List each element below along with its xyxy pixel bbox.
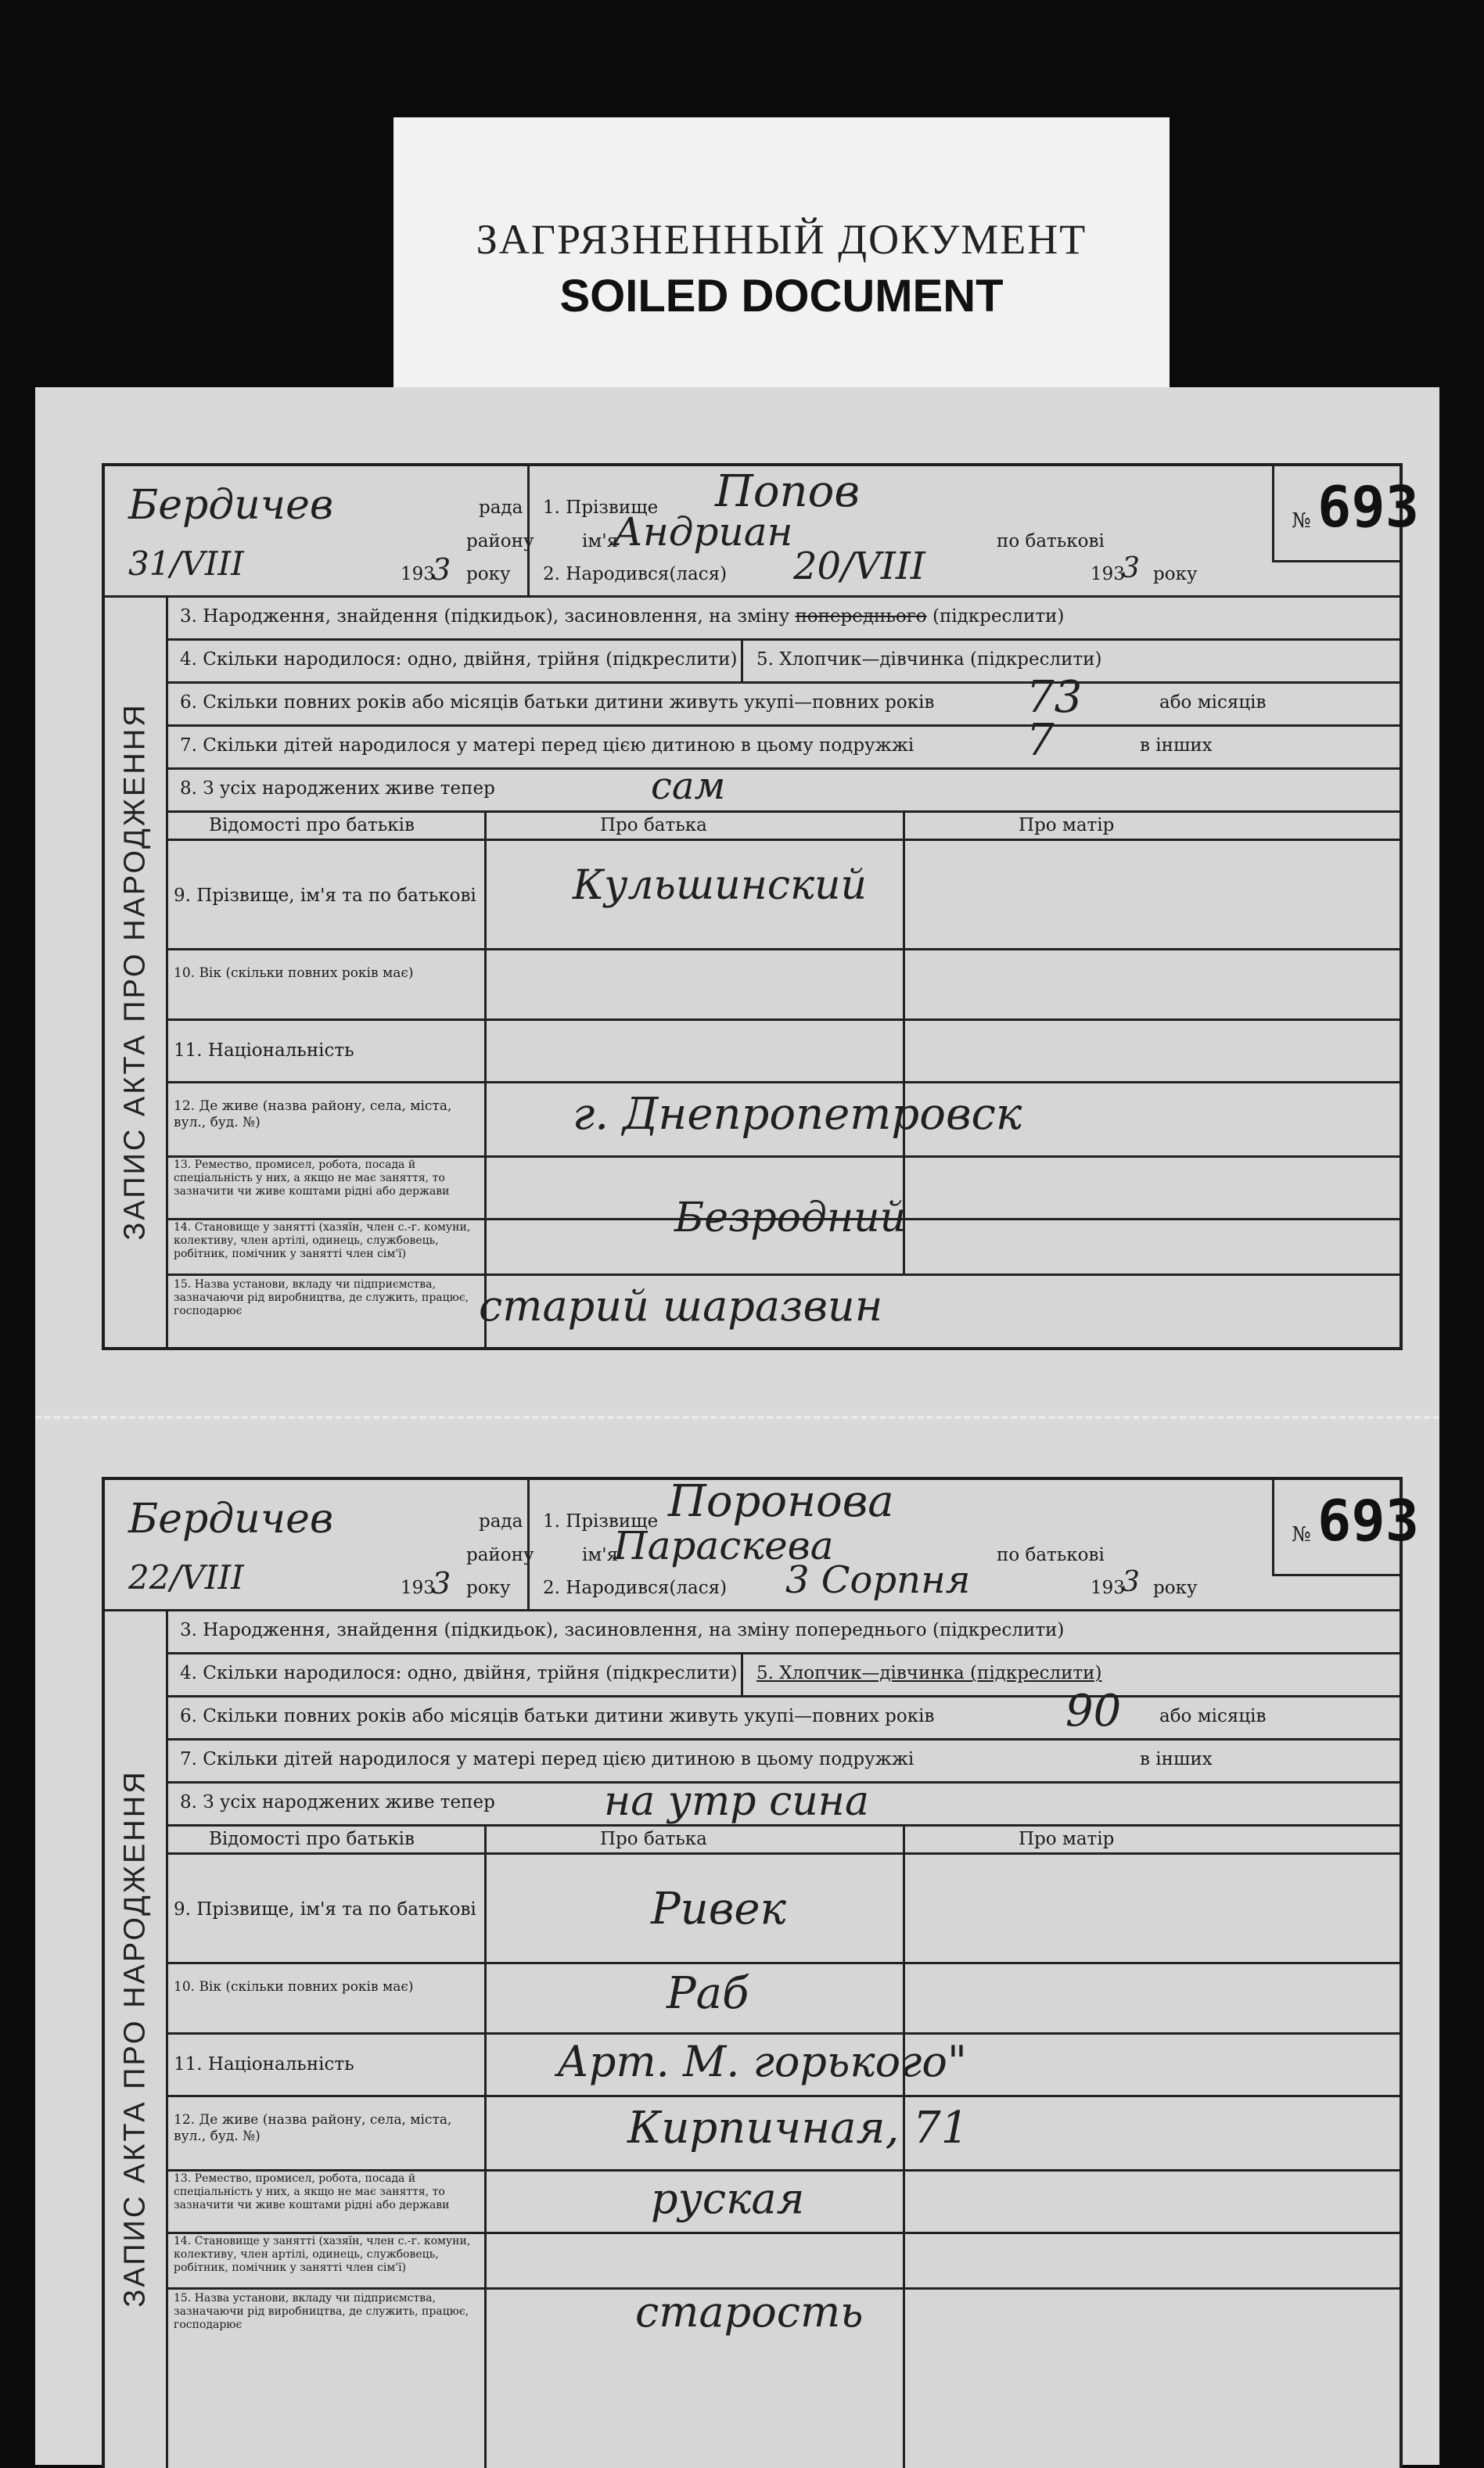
label-english: SOILED DOCUMENT [559, 271, 1004, 322]
field-3-label: 3. Народження, знайдення (підкидьок), засиновлення, на зміну попереднього (підкреслити) [180, 606, 1065, 627]
row-6 [166, 1686, 1400, 1741]
field-15-label: 15. Назва установи, вкладу чи підприємства, зазначаючи рід виробництва, де служить, працює, господарює [174, 2292, 469, 2331]
registry-block [105, 466, 534, 595]
year-suffix: року [466, 1578, 511, 1598]
field-6-value: 73 [1026, 672, 1083, 723]
row-9 [166, 839, 1400, 950]
birth-record-1 [102, 463, 1420, 1350]
institution-value: старость [635, 2287, 864, 2337]
field-6-label: 6. Скільки повних років або місяців батьки дитини живуть укупі—повних років [180, 1706, 935, 1726]
registration-date: 22/VIII [128, 1558, 244, 1597]
label-russian: ЗАГРЯЗНЕННЫЙ ДОКУМЕНТ [476, 216, 1087, 263]
divider [741, 638, 743, 681]
col-mother-header: Про матір [1019, 1829, 1115, 1849]
birth-year-prefix: 193 [1091, 564, 1125, 584]
row-14 [166, 1194, 1400, 1276]
record-number-box [1272, 466, 1420, 562]
row-4-5 [166, 638, 1400, 684]
field-6b-label: або місяців [1159, 692, 1267, 713]
registry-block [105, 1480, 534, 1609]
field-12-label: 12. Де живе (назва району, села, міста, вул., буд. №) [174, 2112, 452, 2144]
field-6-label: 6. Скільки повних років або місяців батьки дитини живуть укупі—повних років [180, 692, 935, 713]
father-address-value: г. Днепропетровск [573, 1089, 1022, 1140]
birth-year-suffix: року [1153, 564, 1198, 584]
record-header [105, 466, 1420, 598]
father-age-value: Раб [667, 1968, 749, 2019]
field-8-value: сам [651, 764, 726, 808]
row-7 [166, 715, 1400, 770]
name-value: Параскева [613, 1523, 834, 1568]
row-6 [166, 672, 1400, 727]
occupation-value: Безродний [674, 1194, 907, 1241]
row-10 [166, 1962, 1400, 2035]
patronymic-label: по батькові [997, 531, 1105, 551]
year-digit: 3 [432, 1566, 451, 1600]
field-9-label: 9. Прізвище, ім'я та по батькові [174, 886, 476, 906]
row-13 [166, 2169, 1400, 2234]
raion-label: району [466, 1545, 534, 1565]
field-9-label: 9. Прізвище, ім'я та по батькові [174, 1899, 476, 1920]
row-10 [166, 948, 1400, 1021]
field-13-label: 13. Ремество, промисел, робота, посада й спеціальність у них, а якщо не має заняття, то зазначити чи живе коштами рідні або держави [174, 1159, 450, 1198]
year-prefix: 193 [401, 1578, 435, 1598]
field-6-value: 90 [1065, 1686, 1122, 1737]
divider [741, 1652, 743, 1695]
surname-value: Попов [715, 466, 860, 517]
field-7b-label: в інших [1140, 1749, 1213, 1769]
parents-header [166, 810, 1400, 841]
row-3 [166, 1609, 1400, 1654]
district-handwritten: Бердичев [128, 1496, 334, 1543]
field-8-label: 8. З усіх народжених живе тепер [180, 778, 495, 799]
birth-year-suffix: року [1153, 1578, 1198, 1598]
field-12-label: 12. Де живе (назва району, села, міста, вул., буд. №) [174, 1098, 452, 1130]
col-info-header: Відомості про батьків [209, 1829, 415, 1849]
field-4-label: 4. Скільки народилося: одно, двійня, трійня (підкреслити) [180, 649, 738, 670]
field-11-label: 11. Національність [174, 2054, 354, 2075]
field-6b-label: або місяців [1159, 1706, 1267, 1726]
name-value: Андриан [613, 509, 793, 555]
institution-value: старий шаразвин [479, 1281, 883, 1331]
field-10-label: 10. Вік (скільки повних років має) [174, 1979, 414, 1995]
birth-year-prefix: 193 [1091, 1578, 1125, 1598]
field-10-label: 10. Вік (скільки повних років має) [174, 965, 414, 981]
row-9 [166, 1852, 1400, 1964]
number-prefix: № [1292, 509, 1311, 533]
registration-date: 31/VIII [128, 544, 244, 583]
row-8 [166, 1778, 1400, 1827]
row-12 [166, 2095, 1400, 2172]
field-11-label: 11. Національність [174, 1040, 354, 1061]
row-4-5 [166, 1652, 1400, 1697]
record-number: 693 [1317, 474, 1420, 540]
rada-label: рада [479, 1511, 523, 1532]
year-prefix: 193 [401, 564, 435, 584]
year-digit: 3 [432, 552, 451, 587]
field-7-label: 7. Скільки дітей народилося у матері перед цією дитиною в цьому подружжі [180, 735, 914, 756]
birth-label: 2. Народився(лася) [543, 1578, 728, 1598]
row-8 [166, 764, 1400, 813]
row-15 [166, 2287, 1400, 2358]
field-7-value: 7 [1026, 715, 1055, 766]
father-address-value: Кирпичная, 71 [627, 2103, 969, 2154]
birth-label: 2. Народився(лася) [543, 564, 728, 584]
father-nationality-value: Арт. М. горького" [557, 2037, 967, 2086]
field-4-label: 4. Скільки народилося: одно, двійня, трійня (підкреслити) [180, 1663, 738, 1683]
year-suffix: року [466, 564, 511, 584]
side-title: ЗАПИС АКТА ПРО НАРОДЖЕННЯ [118, 1769, 152, 2308]
name-label: ім'я [582, 1545, 619, 1565]
field-8-value: на утр сина [604, 1778, 869, 1825]
name-label: ім'я [582, 531, 619, 551]
father-name-value: Ривек [651, 1884, 786, 1935]
col-father-header: Про батька [600, 815, 707, 835]
birth-date-value: 3 Сорпня [785, 1558, 971, 1602]
field-14-label: 14. Становище у занятті (хазяїн, член с.-г. комуни, колективу, член артілі, одинець, службовець, робітник, помічник у занятті член сім'ї) [174, 1221, 471, 1260]
col-mother-header: Про матір [1019, 815, 1115, 835]
row-14 [166, 2232, 1400, 2290]
birth-record-2 [102, 1476, 1420, 2468]
field-14-label: 14. Становище у занятті (хазяїн, член с.-г. комуни, колективу, член артілі, одинець, службовець, робітник, помічник у занятті член сім'ї) [174, 2235, 471, 2274]
field-8-label: 8. З усіх народжених живе тепер [180, 1792, 495, 1812]
surname-value: Поронова [668, 1476, 894, 1527]
occupation-value: руская [651, 2174, 805, 2223]
record-number-box [1272, 1480, 1420, 1576]
raion-label: району [466, 531, 534, 551]
patronymic-label: по батькові [997, 1545, 1105, 1565]
field-5-label: 5. Хлопчик—дівчинка (підкреслити) [756, 649, 1102, 670]
row-12 [166, 1081, 1400, 1158]
birth-date-value: 20/VIII [793, 544, 925, 588]
number-prefix: № [1292, 1523, 1311, 1547]
side-title-column [105, 595, 168, 1347]
father-name-value: Кульшинский [573, 862, 867, 909]
field-13-label: 13. Ремество, промисел, робота, посада й спеціальність у них, а якщо не має заняття, то зазначити чи живе коштами рідні або держави [174, 2172, 450, 2211]
row-11 [166, 1018, 1400, 1083]
row-11 [166, 2032, 1400, 2097]
side-title-column [105, 1609, 168, 2468]
field-3-label: 3. Народження, знайдення (підкидьок), засиновлення, на зміну попереднього (підкреслити) [180, 1620, 1065, 1640]
field-15-label: 15. Назва установи, вкладу чи підприємства, зазначаючи рід виробництва, де служить, працює, господарює [174, 1278, 469, 1317]
col-father-header: Про батька [600, 1829, 707, 1849]
rada-label: рада [479, 498, 523, 518]
field-7b-label: в інших [1140, 735, 1213, 756]
side-title: ЗАПИС АКТА ПРО НАРОДЖЕННЯ [118, 702, 152, 1241]
surname-label: 1. Прізвище [543, 498, 659, 518]
parents-header [166, 1824, 1400, 1855]
birth-year-digit: 3 [1122, 552, 1140, 584]
district-handwritten: Бердичев [128, 482, 334, 529]
field-5-label: 5. Хлопчик—дівчинка (підкреслити) [756, 1663, 1102, 1683]
birth-year-digit: 3 [1122, 1566, 1140, 1598]
surname-label: 1. Прізвище [543, 1511, 659, 1532]
page-fold [35, 1416, 1439, 1424]
col-info-header: Відомості про батьків [209, 815, 415, 835]
record-header [105, 1476, 1420, 1611]
row-7 [166, 1738, 1400, 1784]
row-3 [166, 595, 1400, 641]
record-number: 693 [1317, 1488, 1420, 1554]
field-7-label: 7. Скільки дітей народилося у матері перед цією дитиною в цьому подружжі [180, 1749, 914, 1769]
row-15 [166, 1274, 1400, 1344]
soiled-document-label [393, 117, 1170, 408]
